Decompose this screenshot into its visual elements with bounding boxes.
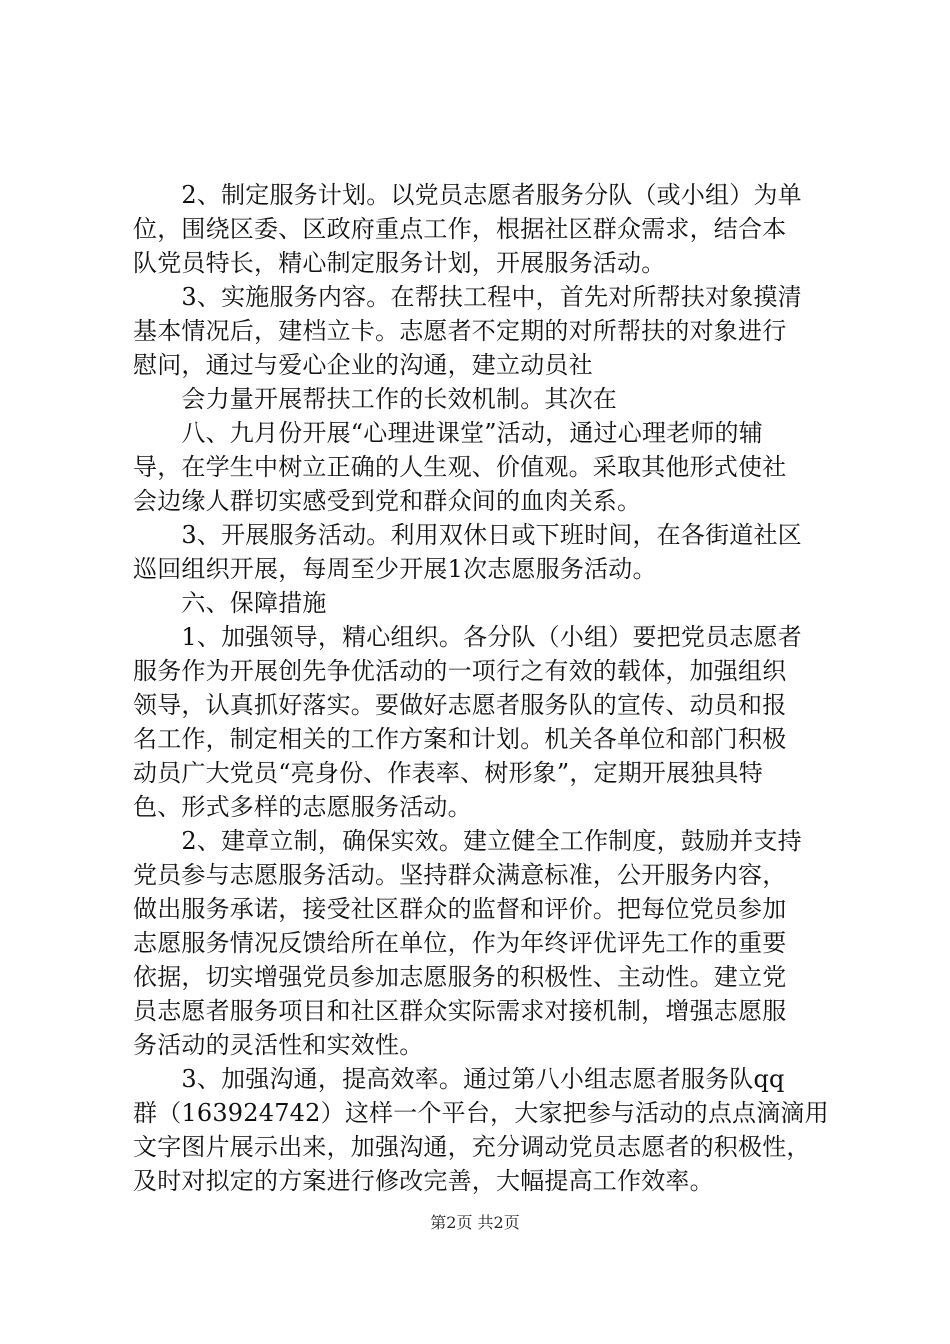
text-line: 基本情况后，建档立卡。志愿者不定期的对所帮扶的对象进行 (133, 317, 787, 345)
text-line: 慰问，通过与爱心企业的沟通，建立动员社 (133, 351, 593, 379)
text-line: 动员广大党员“亮身份、作表率、树形象”，定期开展独具特 (133, 759, 763, 787)
text-line: 会边缘人群切实感受到党和群众间的血肉关系。 (133, 487, 642, 515)
text-line: 队党员特长，精心制定服务计划，开展服务活动。 (133, 249, 666, 277)
text-line: 领导，认真抓好落实。要做好志愿者服务队的宣传、动员和报 (133, 691, 787, 719)
text-line: 2、建章立制，确保实效。建立健全工作制度，鼓励并支持 (133, 827, 802, 855)
text-line: 员志愿者服务项目和社区群众实际需求对接机制，增强志愿服 (133, 997, 787, 1025)
body-text (133, 178, 833, 1198)
text-line: 3、实施服务内容。在帮扶工程中，首先对所帮扶对象摸清 (133, 283, 802, 311)
text-line: 务活动的灵活性和实效性。 (133, 1031, 424, 1059)
text-line: 巡回组织开展，每周至少开展1次志愿服务活动。 (133, 555, 657, 583)
text-line: 1、加强领导，精心组织。各分队（小组）要把党员志愿者 (133, 623, 802, 651)
text-line: 位，围绕区委、区政府重点工作，根据社区群众需求，结合本 (133, 215, 787, 243)
text-line: 会力量开展帮扶工作的长效机制。其次在 (133, 385, 617, 413)
text-line: 导，在学生中树立正确的人生观、价值观。采取其他形式使社 (133, 453, 787, 481)
text-line: 3、加强沟通，提高效率。通过第八小组志愿者服务队qq (133, 1065, 785, 1093)
text-line: 3、开展服务活动。利用双休日或下班时间，在各街道社区 (133, 521, 802, 549)
text-line: 志愿服务情况反馈给所在单位，作为年终评优评先工作的重要 (133, 929, 787, 957)
text-line: 六、保障措施 (133, 589, 327, 617)
text-line: 做出服务承诺，接受社区群众的监督和评价。把每位党员参加 (133, 895, 787, 923)
page-footer: 第2页 共2页 (430, 1213, 520, 1232)
text-line: 文字图片展示出来，加强沟通，充分调动党员志愿者的积极性， (133, 1133, 811, 1161)
text-line: 党员参与志愿服务活动。坚持群众满意标准，公开服务内容， (133, 861, 787, 889)
text-line: 色、形式多样的志愿服务活动。 (133, 793, 472, 821)
text-line: 八、九月份开展“心理进课堂”活动，通过心理老师的辅 (133, 419, 763, 447)
text-line: 2、制定服务计划。以党员志愿者服务分队（或小组）为单 (133, 181, 802, 209)
text-line: 名工作，制定相关的工作方案和计划。机关各单位和部门积极 (133, 725, 787, 753)
text-line: 及时对拟定的方案进行修改完善，大幅提高工作效率。 (133, 1167, 714, 1195)
text-line: 依据，切实增强党员参加志愿服务的积极性、主动性。建立党 (133, 963, 787, 991)
text-line: 服务作为开展创先争优活动的一项行之有效的载体，加强组织 (133, 657, 787, 685)
text-line: 群（163924742）这样一个平台，大家把参与活动的点点滴滴用 (133, 1099, 829, 1127)
